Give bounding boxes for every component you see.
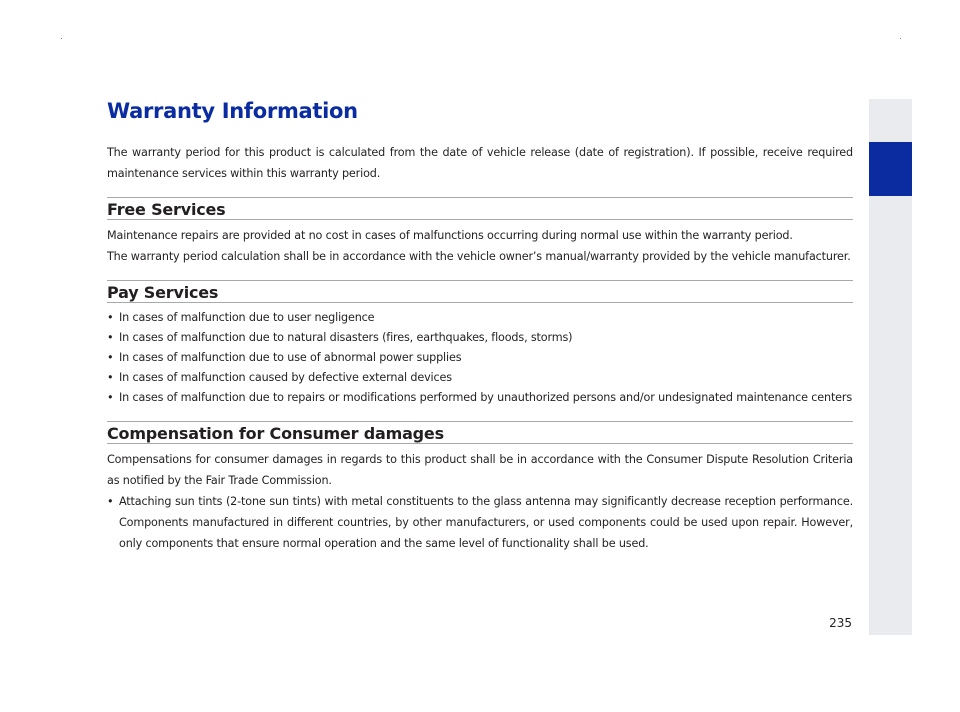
page-number: 235 (829, 616, 852, 630)
side-chapter-tab (869, 142, 912, 196)
list-item: • In cases of malfunction caused by defective external devices (107, 368, 853, 388)
section-heading (107, 280, 853, 303)
section-free-services (107, 197, 853, 267)
crop-mark-left (61, 38, 62, 39)
page-content (107, 96, 853, 554)
list-item: • In cases of malfunction due to repairs or modifications performed by unauthorized persons and/or undesignated maintenance centers (107, 388, 853, 408)
bullet-list (107, 491, 853, 554)
list-item: • Attaching sun tints (2-tone sun tints) with metal constituents to the glass antenna may significantly decrease reception performance. Components manufactured in different countries, by other manufacturers, or used components could be used upon repair. However, only components that ensure normal operation and the same level of functionality shall be used. (107, 491, 853, 554)
crop-mark-right (900, 38, 901, 39)
paragraph: Maintenance repairs are provided at no cost in cases of malfunctions occurring during normal use within the warranty period. (107, 229, 793, 242)
section-pay-services (107, 280, 853, 408)
list-item: • In cases of malfunction due to use of abnormal power supplies (107, 348, 853, 368)
section-heading (107, 197, 853, 220)
intro-paragraph: The warranty period for this product is calculated from the date of vehicle release (date of registration). If possible, receive required maintenance services within this warranty period. (107, 146, 853, 180)
bullet-list (107, 308, 853, 408)
section-heading-text: Free Services (107, 200, 226, 219)
page-title: Warranty Information (107, 99, 358, 123)
list-item: • In cases of malfunction due to natural disasters (fires, earthquakes, floods, storms) (107, 328, 853, 348)
section-heading (107, 421, 853, 444)
list-item: • In cases of malfunction due to user negligence (107, 308, 853, 328)
paragraph: The warranty period calculation shall be in accordance with the vehicle owner’s manual/warranty provided by the vehicle manufacturer. (107, 250, 851, 263)
section-heading-text: Pay Services (107, 283, 219, 302)
section-heading-text: Compensation for Consumer damages (107, 424, 444, 443)
paragraph: Compensations for consumer damages in regards to this product shall be in accordance with the Consumer Dispute Resolution Criteria as notified by the Fair Trade Commission. (107, 453, 853, 487)
section-compensation (107, 421, 853, 554)
